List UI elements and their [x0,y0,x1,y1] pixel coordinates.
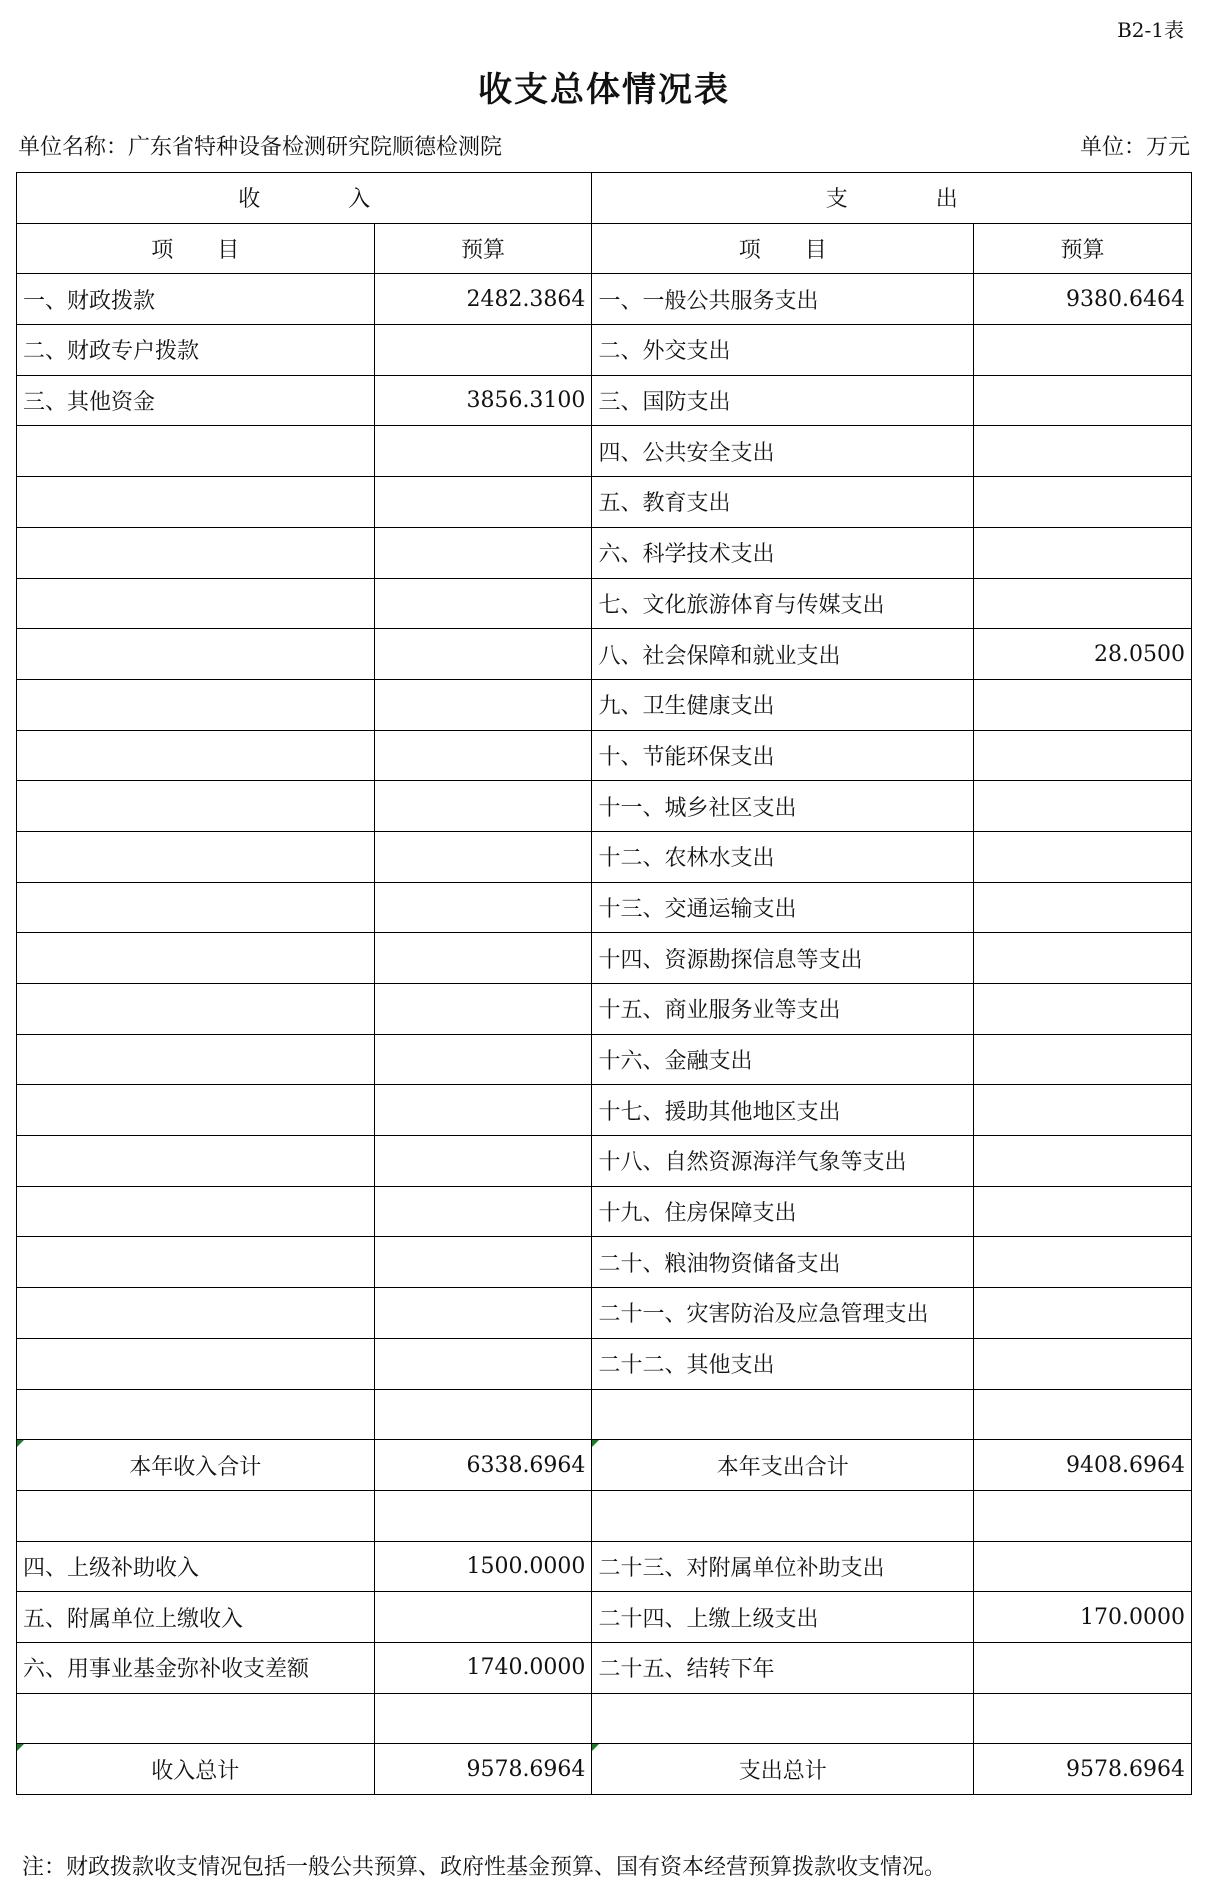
expense-item: 十一、城乡社区支出 [592,781,974,832]
income-value [374,426,592,477]
table-row [17,1237,1192,1288]
expense-item: 二十五、结转下年 [592,1642,974,1693]
expense-value [974,1136,1192,1187]
expense-item: 二十三、对附属单位补助支出 [592,1541,974,1592]
table-row [17,831,1192,882]
income-value [374,1693,592,1744]
income-value [374,578,592,629]
table-row [17,1034,1192,1085]
income-budget-header: 预算 [374,223,592,274]
expense-value [974,578,1192,629]
expense-item: 十九、住房保障支出 [592,1186,974,1237]
table-row [17,984,1192,1035]
expense-item: 十八、自然资源海洋气象等支出 [592,1136,974,1187]
expense-item: 六、科学技术支出 [592,527,974,578]
income-value [374,1490,592,1541]
income-item [17,1288,375,1339]
table-row [17,1541,1192,1592]
section-header-row [17,173,1192,224]
expense-value [974,1186,1192,1237]
expense-value [974,1338,1192,1389]
expense-item: 一、一般公共服务支出 [592,274,974,325]
expense-item: 九、卫生健康支出 [592,679,974,730]
income-item [17,933,375,984]
expense-item: 二十一、灾害防治及应急管理支出 [592,1288,974,1339]
income-item [17,1693,375,1744]
income-item [17,730,375,781]
expense-item: 十六、金融支出 [592,1034,974,1085]
income-value [374,1288,592,1339]
expense-item: 二十二、其他支出 [592,1338,974,1389]
footnote: 注：财政拨款收支情况包括一般公共预算、政府性基金预算、国有资本经营预算拨款收支情况。 [22,1855,947,1880]
income-value [374,1186,592,1237]
table-row [17,933,1192,984]
table-row [17,781,1192,832]
expense-item-header: 项 目 [592,223,974,274]
income-item [17,1085,375,1136]
table-row [17,882,1192,933]
expense-item [592,1490,974,1541]
expense-item: 三、国防支出 [592,375,974,426]
income-item: 二、财政专户拨款 [17,325,375,376]
expense-item: 二、外交支出 [592,325,974,376]
income-value [374,679,592,730]
income-value: 1740.0000 [374,1642,592,1693]
income-total-label: 收入总计 [17,1744,375,1795]
income-value [374,730,592,781]
income-item: 四、上级补助收入 [17,1541,375,1592]
expense-value [974,527,1192,578]
year_total-row [17,1440,1192,1491]
expense-value: 170.0000 [974,1592,1192,1643]
income-value [374,933,592,984]
expense-value [974,325,1192,376]
column-header-row [17,223,1192,274]
income-item [17,781,375,832]
table-row [17,375,1192,426]
table-row [17,274,1192,325]
table-row [17,1085,1192,1136]
unit-label: 单位：万元 [1079,135,1190,160]
income-item [17,527,375,578]
expense-value [974,984,1192,1035]
expense-item: 十三、交通运输支出 [592,882,974,933]
expense-item: 五、教育支出 [592,477,974,528]
income-item [17,1490,375,1541]
expense-value [974,679,1192,730]
income-item: 三、其他资金 [17,375,375,426]
income-item: 六、用事业基金弥补收支差额 [17,1642,375,1693]
income-item [17,578,375,629]
income-value: 3856.3100 [374,375,592,426]
table-row [17,477,1192,528]
income-value [374,1085,592,1136]
income-header: 收 入 [17,173,592,224]
unit-name: 单位名称：广东省特种设备检测研究院顺德检测院 [18,135,503,160]
income-value [374,984,592,1035]
table-row [17,1136,1192,1187]
expense-item: 十七、援助其他地区支出 [592,1085,974,1136]
table-code: B2-1表 [1117,18,1184,42]
table-row [17,527,1192,578]
table-row [17,1389,1192,1440]
table-row [17,1693,1192,1744]
income-item [17,426,375,477]
table-row [17,1592,1192,1643]
income-value [374,1136,592,1187]
income-item [17,1034,375,1085]
expense-header: 支 出 [592,173,1192,224]
table-row [17,1186,1192,1237]
expense-value [974,1085,1192,1136]
expense-value [974,1237,1192,1288]
income-value [374,781,592,832]
income-value [374,527,592,578]
grand_total-row [17,1744,1192,1795]
income-item [17,1136,375,1187]
income-value [374,882,592,933]
expense-value: 9380.6464 [974,274,1192,325]
expense-total-value: 9408.6964 [974,1440,1192,1491]
income-item [17,1237,375,1288]
income-item [17,1338,375,1389]
expense-item: 十、节能环保支出 [592,730,974,781]
expense-item: 八、社会保障和就业支出 [592,629,974,680]
expense-total-value: 9578.6964 [974,1744,1192,1795]
expense-value [974,1642,1192,1693]
expense-value [974,426,1192,477]
income-value [374,1237,592,1288]
income-value [374,831,592,882]
income-value: 1500.0000 [374,1541,592,1592]
income-item: 一、财政拨款 [17,274,375,325]
expense-value [974,933,1192,984]
income-item [17,1186,375,1237]
income-item [17,477,375,528]
income-item [17,1389,375,1440]
expense-value [974,831,1192,882]
table-row [17,426,1192,477]
expense-value [974,1288,1192,1339]
table-row [17,1338,1192,1389]
table-row [17,629,1192,680]
budget-table [16,172,1192,1795]
page-title: 收支总体情况表 [478,70,730,110]
income-item-header: 项 目 [17,223,375,274]
budget-table-body [17,173,1192,1795]
table-row [17,325,1192,376]
expense-value [974,1034,1192,1085]
expense-item [592,1693,974,1744]
expense-budget-header: 预算 [974,223,1192,274]
income-value [374,1338,592,1389]
table-row [17,730,1192,781]
expense-item: 七、文化旅游体育与传媒支出 [592,578,974,629]
income-total-value: 9578.6964 [374,1744,592,1795]
income-item: 五、附属单位上缴收入 [17,1592,375,1643]
income-item [17,984,375,1035]
income-total-label: 本年收入合计 [17,1440,375,1491]
income-item [17,629,375,680]
expense-value [974,1541,1192,1592]
expense-value [974,730,1192,781]
expense-item [592,1389,974,1440]
expense-value: 28.0500 [974,629,1192,680]
income-item [17,882,375,933]
income-value [374,629,592,680]
expense-item: 十四、资源勘探信息等支出 [592,933,974,984]
expense-value [974,1693,1192,1744]
income-value [374,1034,592,1085]
expense-value [974,1490,1192,1541]
expense-item: 四、公共安全支出 [592,426,974,477]
income-item [17,679,375,730]
expense-value [974,781,1192,832]
expense-value [974,882,1192,933]
expense-item: 二十四、上缴上级支出 [592,1592,974,1643]
table-row [17,578,1192,629]
expense-total-label: 本年支出合计 [592,1440,974,1491]
income-item [17,831,375,882]
expense-value [974,375,1192,426]
expense-value [974,477,1192,528]
table-row [17,1490,1192,1541]
table-row [17,1642,1192,1693]
income-value: 2482.3864 [374,274,592,325]
income-value [374,1592,592,1643]
income-value [374,1389,592,1440]
table-row [17,679,1192,730]
expense-item: 十五、商业服务业等支出 [592,984,974,1035]
income-total-value: 6338.6964 [374,1440,592,1491]
income-value [374,325,592,376]
expense-item: 十二、农林水支出 [592,831,974,882]
expense-value [974,1389,1192,1440]
income-value [374,477,592,528]
unit-line [18,130,1190,161]
expense-total-label: 支出总计 [592,1744,974,1795]
expense-item: 二十、粮油物资储备支出 [592,1237,974,1288]
table-row [17,1288,1192,1339]
